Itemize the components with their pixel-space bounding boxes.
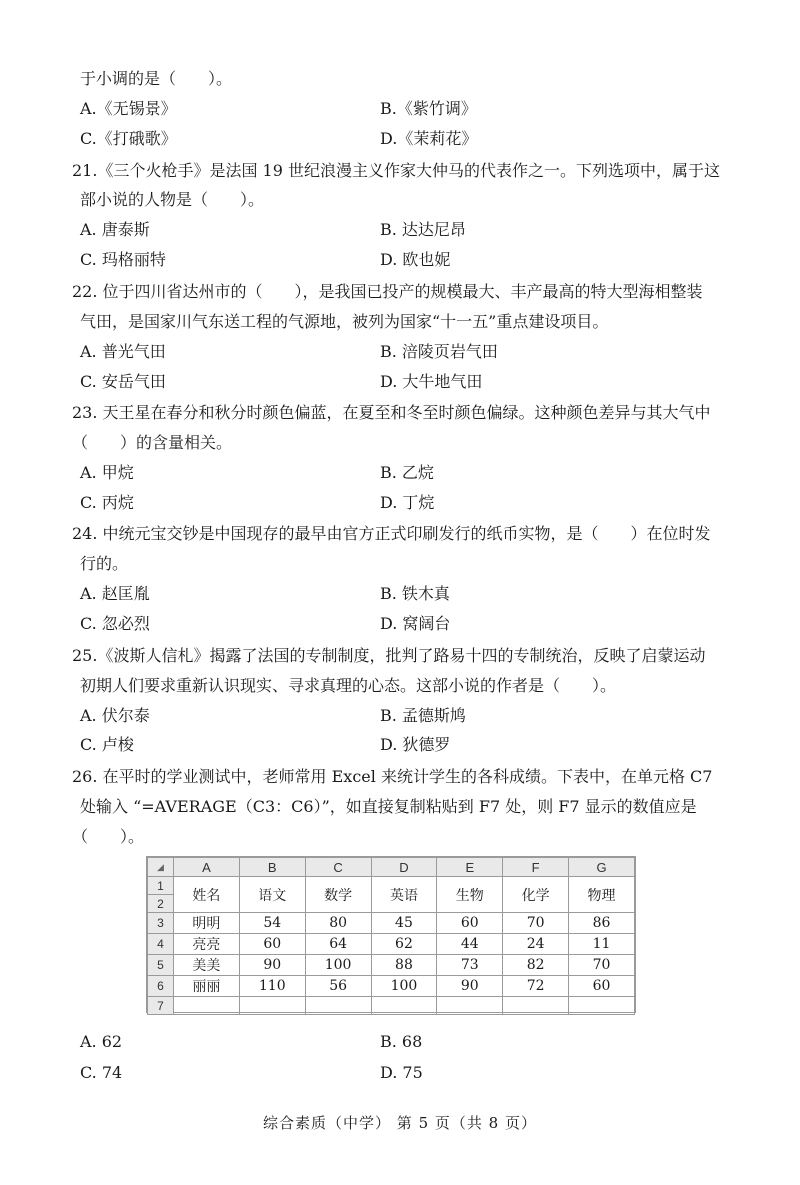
table-cell: 54 — [239, 913, 305, 934]
q23-text-line-2: （ ）的含量相关。 — [72, 433, 233, 452]
table-cell-empty — [437, 997, 503, 1015]
q22-option-d: D. 大牛地气田 — [380, 372, 483, 391]
q25-option-b: B. 孟德斯鸠 — [380, 706, 466, 725]
table-cell: 70 — [569, 955, 635, 976]
table-cell-empty — [371, 997, 437, 1015]
table-cell: 24 — [503, 934, 569, 955]
q22-option-c: C. 安岳气田 — [80, 372, 166, 391]
q21-option-c: C. 玛格丽特 — [80, 250, 166, 269]
q20-text-line-1: 于小调的是（ ）。 — [80, 69, 233, 88]
q20-option-c: C.《打硪歌》 — [80, 129, 177, 148]
row-header: 3 — [148, 913, 174, 934]
table-cell: 明明 — [174, 913, 240, 934]
table-cell: 88 — [371, 955, 437, 976]
table-row — [148, 955, 635, 976]
table-cell: 73 — [437, 955, 503, 976]
col-header: C — [305, 858, 371, 877]
table-row — [148, 976, 635, 997]
table-cell: 60 — [239, 934, 305, 955]
q25-option-c: C. 卢梭 — [80, 735, 134, 754]
table-cell: 11 — [569, 934, 635, 955]
q24-option-d: D. 窝阔台 — [380, 614, 451, 633]
q20-option-b: B.《紫竹调》 — [380, 99, 477, 118]
table-cell: 60 — [437, 913, 503, 934]
q21-text-line-2: 部小说的人物是（ ）。 — [80, 190, 265, 209]
header-cell: 生物 — [437, 877, 503, 913]
table-cell: 90 — [437, 976, 503, 997]
table-cell: 56 — [305, 976, 371, 997]
q21-option-b: B. 达达尼昂 — [380, 220, 466, 239]
q23-option-a: A. 甲烷 — [80, 463, 134, 482]
q25-text-line-1: 25.《波斯人信札》揭露了法国的专制制度，批判了路易十四的专制统治，反映了启蒙运动 — [72, 646, 706, 665]
q24-option-b: B. 铁木真 — [380, 584, 450, 603]
table-cell: 72 — [503, 976, 569, 997]
table-row — [148, 913, 635, 934]
q26-text-line-2: 处输入 “=AVERAGE（C3：C6）”，如直接复制粘贴到 F7 处，则 F7 显示的数值应是 — [80, 797, 697, 816]
q22-option-b: B. 涪陵页岩气田 — [380, 342, 498, 361]
col-header: B — [239, 858, 305, 877]
table-cell: 45 — [371, 913, 437, 934]
table-cell: 80 — [305, 913, 371, 934]
table-cell: 70 — [503, 913, 569, 934]
q24-option-a: A. 赵匡胤 — [80, 584, 150, 603]
q22-option-a: A. 普光气田 — [80, 342, 166, 361]
table-cell-empty — [569, 997, 635, 1015]
q21-option-d: D. 欧也妮 — [380, 250, 451, 269]
q23-option-d: D. 丁烷 — [380, 493, 435, 512]
table-cell: 64 — [305, 934, 371, 955]
table-row — [148, 934, 635, 955]
q24-text-line-1: 24. 中统元宝交钞是中国现存的最早由官方正式印刷发行的纸币实物，是（ ）在位时发 — [72, 524, 711, 543]
q25-option-a: A. 伏尔泰 — [80, 706, 150, 725]
header-cell: 物理 — [569, 877, 635, 913]
q20-option-d: D.《茉莉花》 — [380, 129, 478, 148]
header-cell: 姓名 — [174, 877, 240, 913]
table-cell: 86 — [569, 913, 635, 934]
table-cell-empty — [174, 997, 240, 1015]
page-footer: 综合素质（中学） 第 5 页（共 8 页） — [263, 1114, 537, 1132]
q20-option-a: A.《无锡景》 — [80, 99, 177, 118]
excel-sheet — [146, 856, 636, 1013]
row-header: 5 — [148, 955, 174, 976]
table-cell: 100 — [305, 955, 371, 976]
row-header: 7 — [148, 997, 174, 1015]
table-cell: 美美 — [174, 955, 240, 976]
q23-option-c: C. 丙烷 — [80, 493, 134, 512]
row-header: 1 — [148, 877, 174, 895]
row-header: 4 — [148, 934, 174, 955]
q21-text-line-1: 21.《三个火枪手》是法国 19 世纪浪漫主义作家大仲马的代表作之一。下列选项中，属于这 — [72, 161, 720, 180]
table-cell: 亮亮 — [174, 934, 240, 955]
q26-text-line-1: 26. 在平时的学业测试中，老师常用 Excel 来统计学生的各科成绩。下表中，在单元格 C7 — [72, 767, 713, 786]
q22-text-line-2: 气田，是国家川气东送工程的气源地，被列为国家“十一五”重点建设项目。 — [80, 312, 609, 331]
col-header: A — [174, 858, 240, 877]
q26-option-b: B. 68 — [380, 1032, 423, 1051]
q23-option-b: B. 乙烷 — [380, 463, 434, 482]
q23-text-line-1: 23. 天王星在春分和秋分时颜色偏蓝，在夏至和冬至时颜色偏绿。这种颜色差异与其大气中 — [72, 403, 711, 422]
q26-text-line-3: （ ）。 — [72, 827, 145, 846]
header-cell: 英语 — [371, 877, 437, 913]
table-cell-empty — [239, 997, 305, 1015]
table-cell: 90 — [239, 955, 305, 976]
table-cell: 丽丽 — [174, 976, 240, 997]
table-cell-empty — [503, 997, 569, 1015]
q25-option-d: D. 狄德罗 — [380, 735, 451, 754]
q26-option-c: C. 74 — [80, 1063, 123, 1082]
q24-option-c: C. 忽必烈 — [80, 614, 150, 633]
q25-text-line-2: 初期人们要求重新认识现实、寻求真理的心态。这部小说的作者是（ ）。 — [80, 676, 617, 695]
table-cell: 44 — [437, 934, 503, 955]
table-cell: 100 — [371, 976, 437, 997]
row-header: 2 — [148, 895, 174, 913]
col-header: E — [437, 858, 503, 877]
q24-text-line-2: 行的。 — [80, 554, 129, 573]
q26-option-d: D. 75 — [380, 1063, 423, 1082]
table-cell: 62 — [371, 934, 437, 955]
header-cell: 数学 — [305, 877, 371, 913]
q26-option-a: A. 62 — [80, 1032, 123, 1051]
row-header: 6 — [148, 976, 174, 997]
q22-text-line-1: 22. 位于四川省达州市的（ ），是我国已投产的规模最大、丰产最高的特大型海相整装 — [72, 282, 703, 301]
header-cell: 语文 — [239, 877, 305, 913]
table-cell: 110 — [239, 976, 305, 997]
col-header: F — [503, 858, 569, 877]
sheet-corner: ◢ — [148, 858, 174, 877]
table-cell-empty — [305, 997, 371, 1015]
header-cell: 化学 — [503, 877, 569, 913]
q21-option-a: A. 唐泰斯 — [80, 220, 150, 239]
table-row — [148, 997, 635, 1015]
table-cell: 60 — [569, 976, 635, 997]
col-header: D — [371, 858, 437, 877]
col-header: G — [569, 858, 635, 877]
table-cell: 82 — [503, 955, 569, 976]
